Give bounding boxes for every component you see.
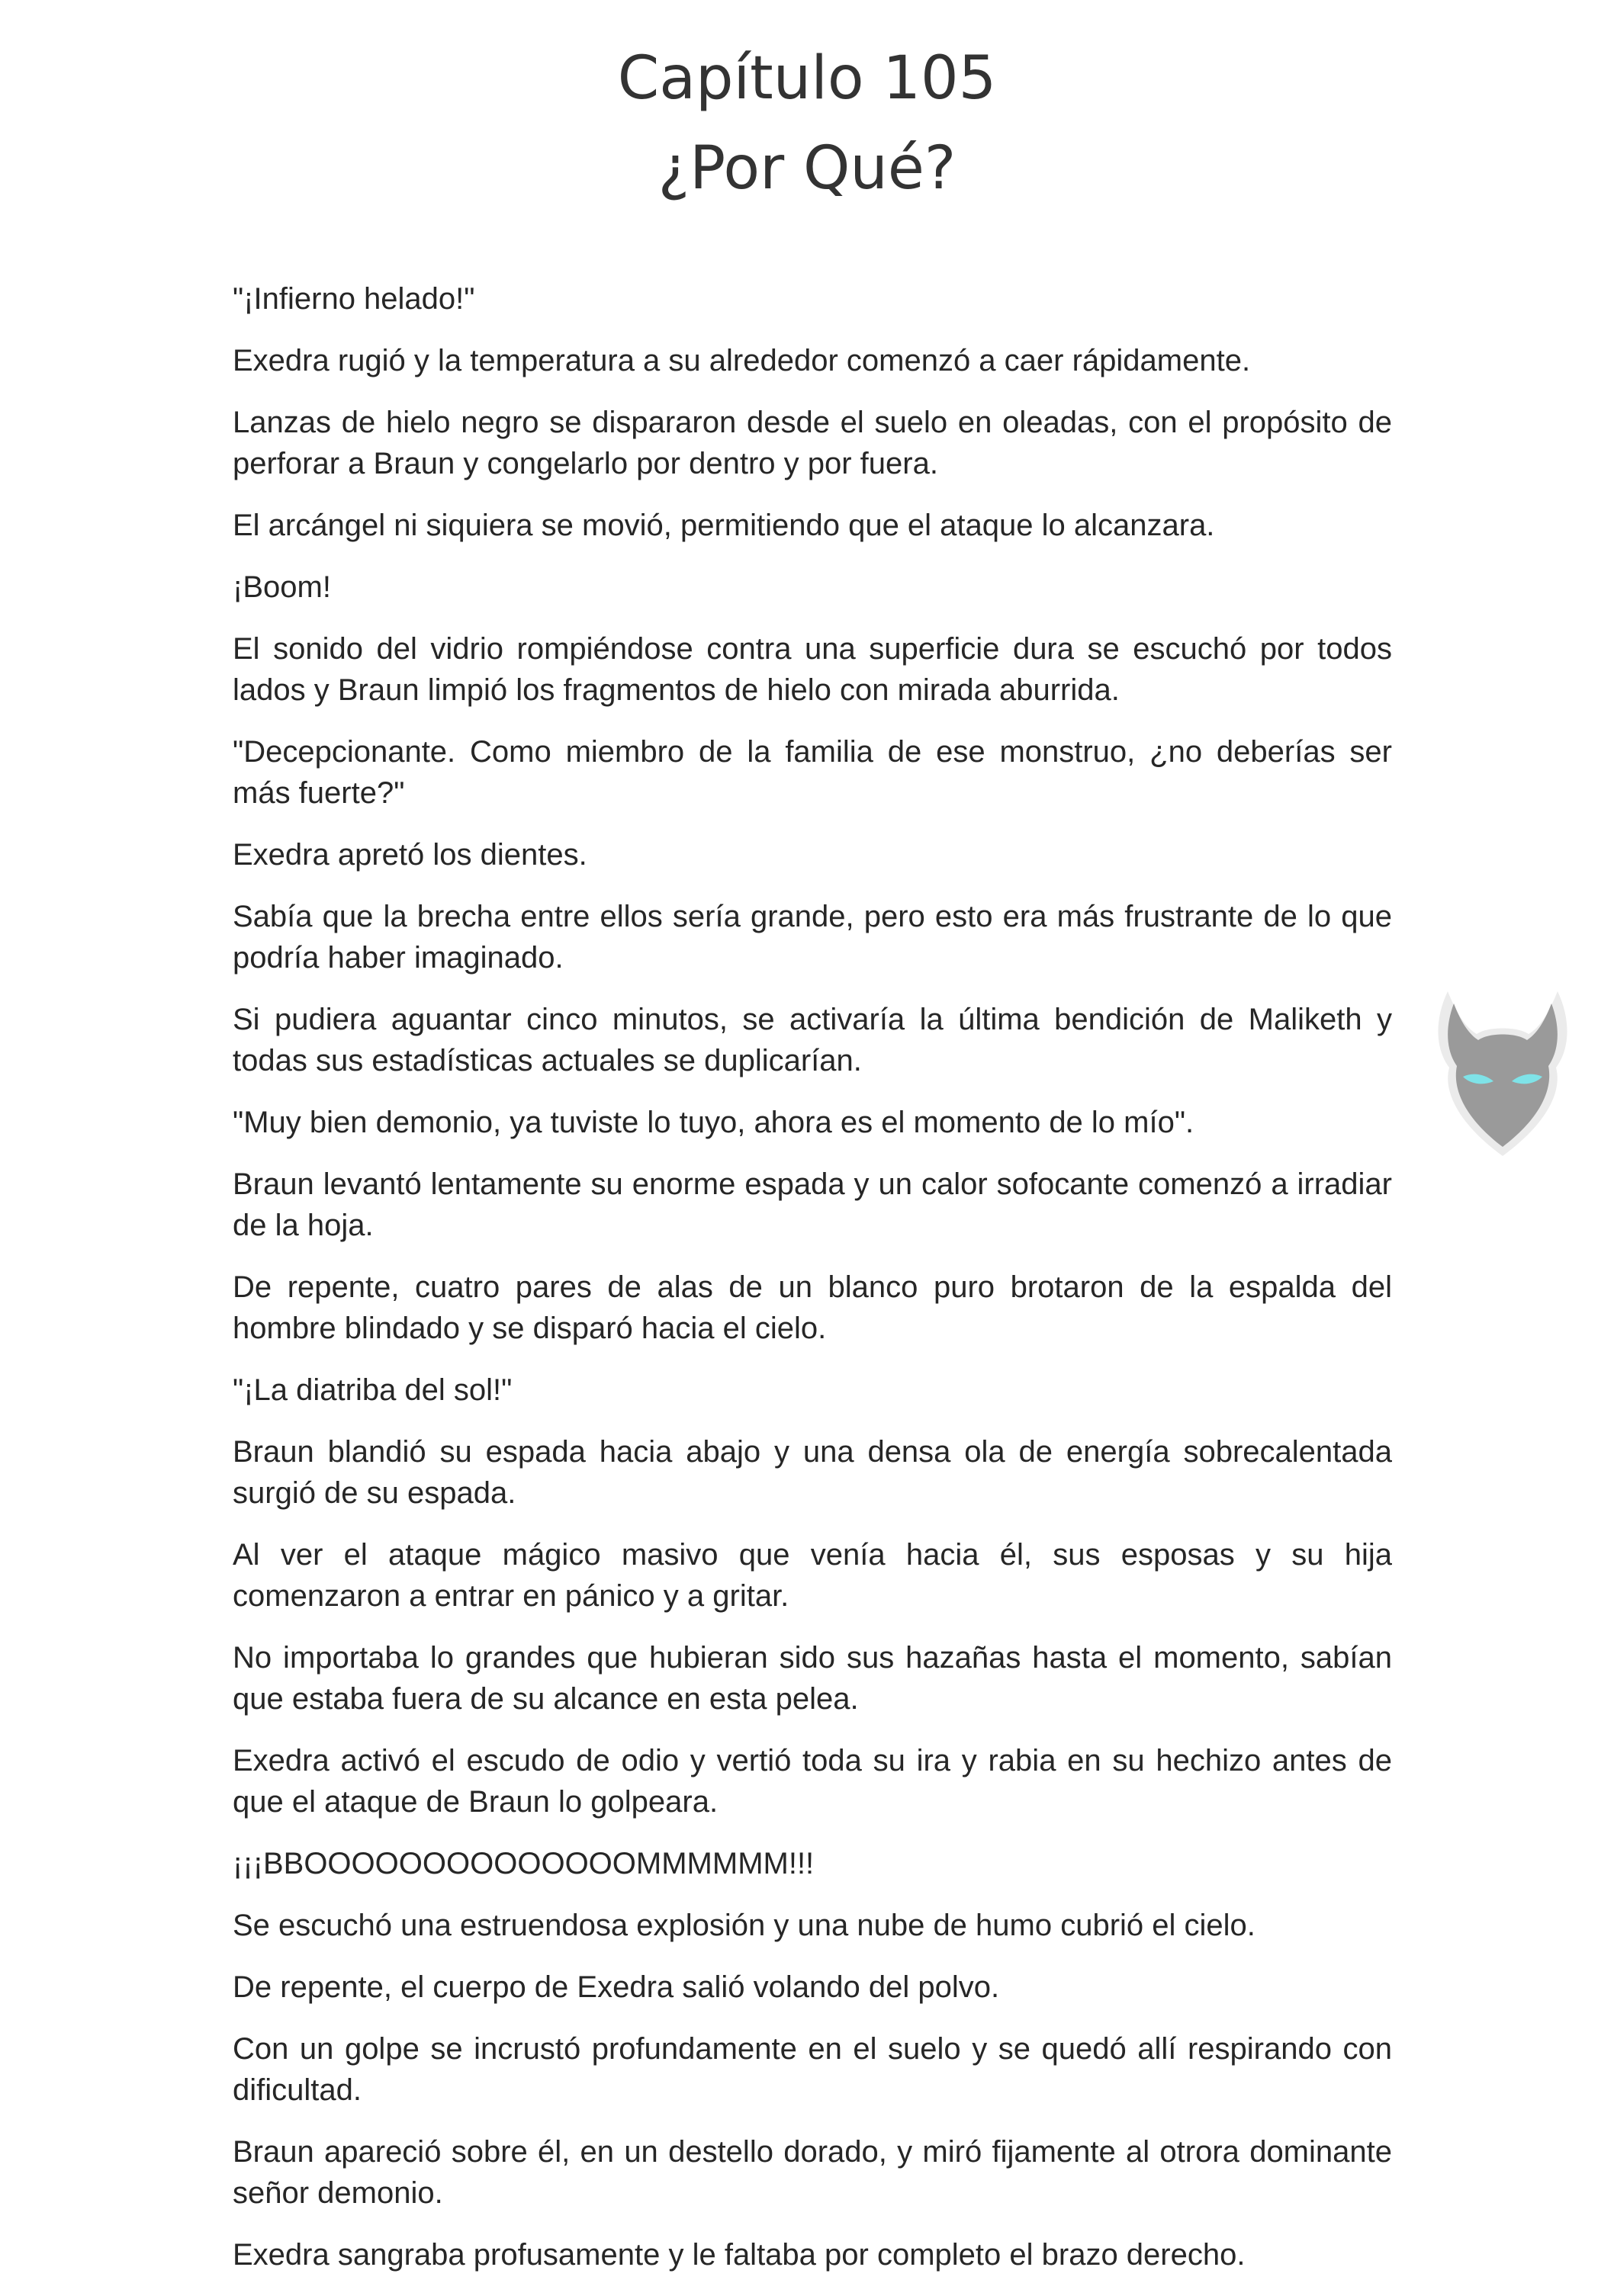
chapter-body bbox=[233, 278, 1392, 2296]
paragraph: "Muy bien demonio, ya tuviste lo tuyo, ahora es el momento de lo mío". bbox=[233, 1106, 1194, 1139]
paragraph: El arcángel ni siquiera se movió, permitiendo que el ataque lo alcanzara. bbox=[233, 509, 1215, 542]
paragraph: Exedra sangraba profusamente y le faltaba por completo el brazo derecho. bbox=[233, 2238, 1246, 2272]
paragraph: Se escuchó una estruendosa explosión y una nube de humo cubrió el cielo. bbox=[233, 1909, 1256, 1942]
chapter-number: Capítulo 105 bbox=[617, 44, 997, 113]
paragraph: "¡Infierno helado!" bbox=[233, 282, 475, 316]
paragraph: ¡Boom! bbox=[233, 570, 331, 604]
paragraph: "Decepcionante. Como miembro de la familia de ese monstruo, ¿no deberías ser más fuerte?" bbox=[233, 735, 1392, 810]
paragraph: De repente, el cuerpo de Exedra salió volando del polvo. bbox=[233, 1970, 1000, 2004]
paragraph: ¡¡¡BBOOOOOOOOOOOOOOMMMMMM!!! bbox=[233, 1847, 815, 1880]
paragraph: Al ver el ataque mágico masivo que venía hacia él, sus esposas y su hija comenzaron a entrar en pánico y a gritar. bbox=[233, 1538, 1392, 1613]
paragraph: Si pudiera aguantar cinco minutos, se activaría la última bendición de Maliketh y todas sus estadísticas actuales se duplicarían. bbox=[233, 1003, 1392, 1077]
paragraph: Sabía que la brecha entre ellos sería grande, pero esto era más frustrante de lo que podría haber imaginado. bbox=[233, 900, 1392, 975]
paragraph: Lanzas de hielo negro se dispararon desde el suelo en oleadas, con el propósito de perforar a Braun y congelarlo por dentro y por fuera. bbox=[233, 406, 1392, 480]
paragraph: Exedra apretó los dientes. bbox=[233, 838, 587, 872]
paragraph: Braun blandió su espada hacia abajo y una densa ola de energía sobrecalentada surgió de su espada. bbox=[233, 1435, 1392, 1510]
paragraph: El sonido del vidrio rompiéndose contra una superficie dura se escuchó por todos lados y Braun limpió los fragmentos de hielo con mirada aburrida. bbox=[233, 632, 1392, 707]
chapter-header bbox=[0, 34, 1614, 214]
paragraph: Braun levantó lentamente su enorme espada y un calor sofocante comenzó a irradiar de la hoja. bbox=[233, 1167, 1392, 1242]
paragraph: "¡La diatriba del sol!" bbox=[233, 1373, 513, 1407]
paragraph: Exedra activó el escudo de odio y vertió toda su ira y rabia en su hechizo antes de que el ataque de Braun lo golpeara. bbox=[233, 1744, 1392, 1819]
paragraph: Braun apareció sobre él, en un destello dorado, y miró fijamente al otrora dominante señor demonio. bbox=[233, 2135, 1392, 2210]
paragraph: De repente, cuatro pares de alas de un blanco puro brotaron de la espalda del hombre blindado y se disparó hacia el cielo. bbox=[233, 1270, 1392, 1345]
paragraph: No importaba lo grandes que hubieran sido sus hazañas hasta el momento, sabían que estaba fuera de su alcance en esta pelea. bbox=[233, 1641, 1392, 1716]
paragraph: Con un golpe se incrustó profundamente en el suelo y se quedó allí respirando con dificultad. bbox=[233, 2032, 1392, 2107]
chapter-title: ¿Por Qué? bbox=[657, 134, 957, 203]
demon-head-icon bbox=[1426, 984, 1579, 1159]
paragraph: Exedra rugió y la temperatura a su alrededor comenzó a caer rápidamente. bbox=[233, 344, 1251, 377]
